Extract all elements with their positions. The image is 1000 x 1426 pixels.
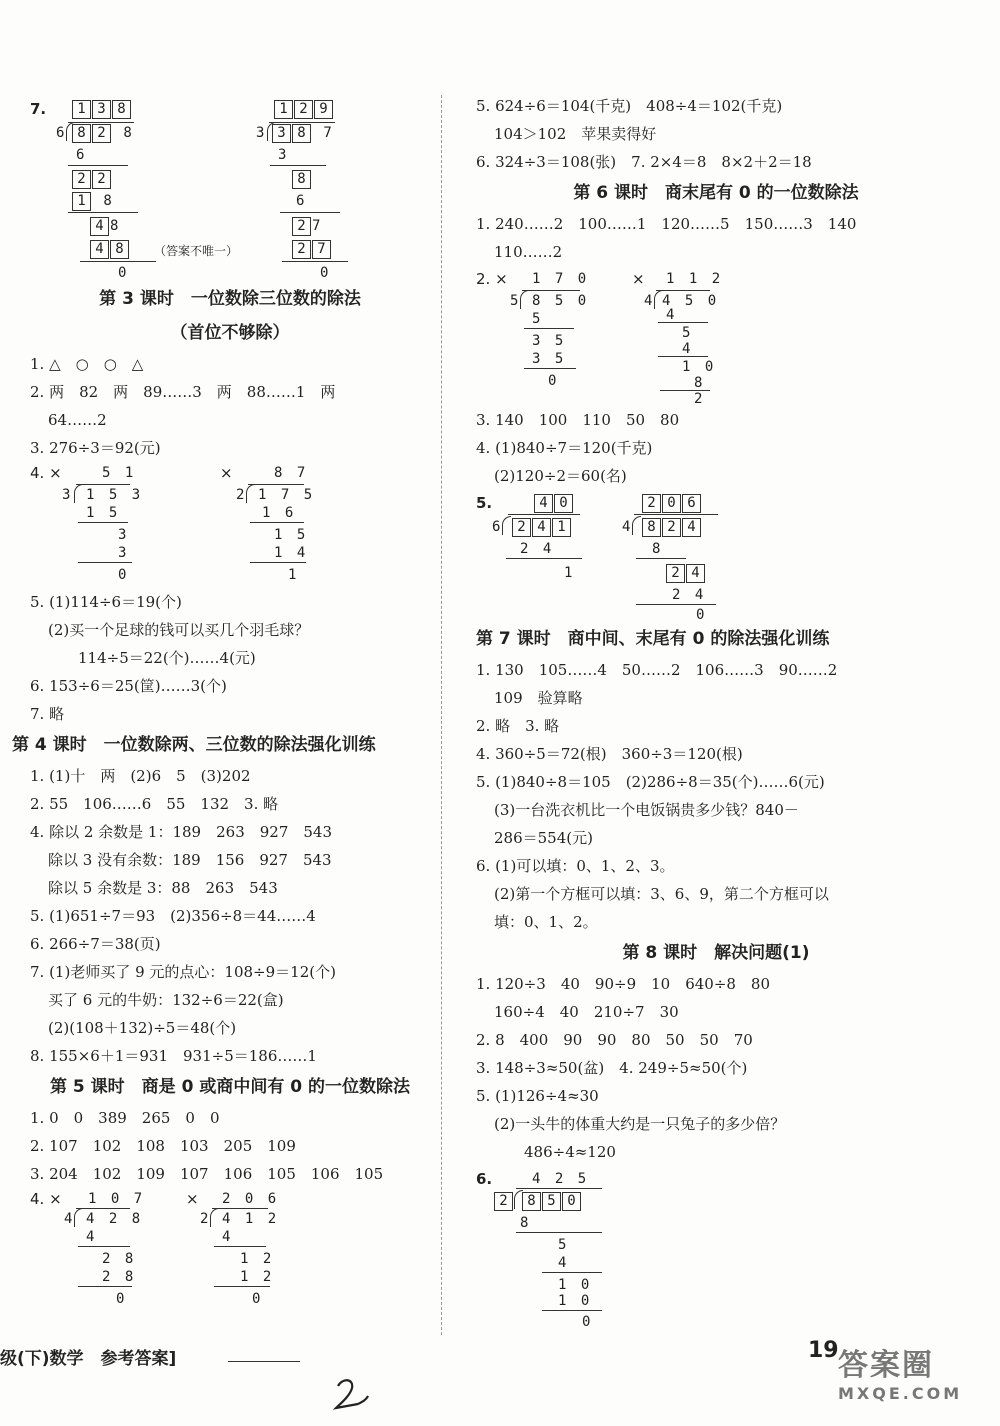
q6-label: 6. <box>476 1170 493 1188</box>
answer-line: 2. 8 400 90 90 80 50 50 70 <box>476 1031 753 1049</box>
answer-line: 110……2 <box>494 243 563 261</box>
answer-line: 3. 140 100 110 50 80 <box>476 411 680 429</box>
answer-line: 7. 略 <box>30 705 65 723</box>
answer-line: 64……2 <box>48 411 107 429</box>
q5-label: 5. <box>476 494 493 512</box>
answer-line: 5. 624÷6＝104(千克) 408÷4＝102(千克) <box>476 97 783 115</box>
answer-line: 6. 324÷3＝108(张) 7. 2×4＝8 8×2＋2＝18 <box>476 153 812 171</box>
q7-note: （答案不唯一） <box>154 244 239 258</box>
answer-line: 1. △ ○ ○ △ <box>30 355 144 373</box>
lesson6-title: 第 6 课时 商末尾有 0 的一位数除法 <box>573 183 859 203</box>
lesson3-subtitle: （首位不够除） <box>170 323 290 343</box>
footer-title: 级(下)数学 参考答案] <box>0 1349 177 1369</box>
watermark-main: 答案圈 <box>838 1348 934 1383</box>
answer-line: (2)(108＋132)÷5＝48(个) <box>48 1019 237 1037</box>
handwritten-mark <box>332 1376 372 1416</box>
q7-label: 7. <box>30 100 47 118</box>
cross-mark: × <box>632 270 645 288</box>
answer-line: 114÷5＝22(个)……4(元) <box>78 649 256 667</box>
lesson5-q4-divisions: 4. × 1 0 7 4 4 2 8 4 2 8 2 8 0 × 2 0 6 2 4 1 2 4 1 2 1 2 0 <box>30 1190 280 1307</box>
answer-line: (2)一头牛的体重大约是一只兔子的多少倍？ <box>494 1115 786 1133</box>
answer-line: 486÷4≈120 <box>524 1143 616 1161</box>
answer-line: 1. (1)十 两 (2)6 5 (3)202 <box>30 767 251 785</box>
cross-mark: × <box>186 1190 199 1208</box>
q6-remainder: 0 <box>582 1314 591 1330</box>
answer-line: 6. 266÷7＝38(页) <box>30 935 161 953</box>
lesson3-q4-divisions: 4. × 5 1 3 1 5 3 1 5 3 3 0 × 8 7 2 1 7 5 1 6 1 5 1 4 1 <box>30 464 316 583</box>
answer-line: 7. (1)老师买了 9 元的点心：108÷9＝12(个) <box>30 963 336 981</box>
left-column <box>12 92 430 1308</box>
answer-line: (2)120÷2＝60(名) <box>494 467 627 485</box>
answer-line: 4. 除以 2 余数是 1：189 263 927 543 <box>30 823 332 841</box>
q7-divisions: 7. 1 3 8 6 8 2 8 6 2 2 1 8 4 8 4 8 （答案不唯一） 0 1 2 9 3 3 8 7 3 8 6 2 7 2 7 0 <box>30 92 430 272</box>
answer-line: 1. 120÷3 40 90÷9 10 640÷8 80 <box>476 975 771 993</box>
answer-line: 2. 55 106……6 55 132 3. 略 <box>30 795 279 813</box>
lesson7-title: 第 7 课时 商中间、末尾有 0 的除法强化训练 <box>476 629 830 649</box>
page-number: 19 <box>808 1338 839 1363</box>
lesson4-title: 第 4 课时 一位数除两、三位数的除法强化训练 <box>12 735 376 755</box>
footer-rule <box>228 1361 300 1362</box>
answer-line: 2. 两 82 两 89……3 两 88……1 两 <box>30 383 336 401</box>
answer-line: 104＞102 苹果卖得好 <box>494 125 657 143</box>
answer-line: 5. (1)651÷7＝93 (2)356÷8＝44……4 <box>30 907 316 925</box>
answer-line: 6. (1)可以填：0、1、2、3。 <box>476 857 675 875</box>
lesson6-q2-divisions: 2. × 1 7 0 5 8 5 0 5 3 5 3 5 0 × 1 1 2 4 4 5 0 4 5 4 1 0 8 2 <box>476 270 724 407</box>
lesson5-title: 第 5 课时 商是 0 或商中间有 0 的一位数除法 <box>50 1077 410 1097</box>
answer-line: 2. 107 102 108 103 205 109 <box>30 1137 296 1155</box>
column-divider <box>441 95 442 1335</box>
answer-line: 1. 0 0 389 265 0 0 <box>30 1109 220 1127</box>
answer-line: 286＝554(元) <box>494 829 593 847</box>
answer-line: 3. 148÷3≈50(盆) 4. 249÷5≈50(个) <box>476 1059 748 1077</box>
lesson3-title: 第 3 课时 一位数除三位数的除法 <box>99 289 361 309</box>
answer-line: 3. 276÷3＝92(元) <box>30 439 161 457</box>
answer-line: (2)买一个足球的钱可以买几个羽毛球？ <box>48 621 310 639</box>
q2-label: 2. × <box>476 270 508 288</box>
lesson6-q5-divisions: 5. 4 0 6 2 4 1 2 4 1 2 0 6 4 8 2 4 8 2 4 2 4 0 <box>476 490 956 614</box>
answer-line: 2. 略 3. 略 <box>476 717 560 735</box>
answer-line: 5. (1)114÷6＝19(个) <box>30 593 182 611</box>
answer-line: 1. 130 105……4 50……2 106……3 90……2 <box>476 661 838 679</box>
answer-line: 5. (1)840÷8＝105 (2)286÷8＝35(个)……6(元) <box>476 773 825 791</box>
answer-line: 4. 360÷5＝72(根) 360÷3＝120(根) <box>476 745 743 763</box>
watermark-logo <box>838 1340 962 1403</box>
answer-line: 6. 153÷6＝25(筐)……3(个) <box>30 677 227 695</box>
answer-line: 5. (1)126÷4≈30 <box>476 1087 599 1105</box>
answer-line: 1. 240……2 100……1 120……5 150……3 140 <box>476 215 857 233</box>
q4-label: 4. × <box>30 1190 62 1208</box>
lesson8-q6-division: 6. 4 2 5 2 8 5 0 8 5 4 1 0 1 0 <box>476 1166 956 1316</box>
watermark-sub: MXQE.COM <box>838 1384 963 1403</box>
answer-line: 109 验算略 <box>494 689 583 707</box>
answer-line: 买了 6 元的牛奶：132÷6＝22(盒) <box>48 991 284 1009</box>
answer-line: (3)一台洗衣机比一个电饭锅贵多少钱？840－ <box>494 801 799 819</box>
answer-line: 填：0、1、2。 <box>494 913 598 931</box>
answer-line: 除以 3 没有余数：189 156 927 543 <box>48 851 332 869</box>
answer-line: 除以 5 余数是 3：88 263 543 <box>48 879 278 897</box>
q4-label: 4. × <box>30 464 62 482</box>
cross-mark: × <box>220 464 233 482</box>
answer-line: 8. 155×6＋1＝931 931÷5＝186……1 <box>30 1047 317 1065</box>
right-column <box>476 92 956 1336</box>
answer-line: (2)第一个方框可以填：3、6、9，第二个方框可以 <box>494 885 829 903</box>
answer-line: 160÷4 40 210÷7 30 <box>494 1003 679 1021</box>
lesson8-title: 第 8 课时 解决问题(1) <box>622 943 810 963</box>
answer-line: 4. (1)840÷7＝120(千克) <box>476 439 653 457</box>
answer-line: 3. 204 102 109 107 106 105 106 105 <box>30 1165 384 1183</box>
